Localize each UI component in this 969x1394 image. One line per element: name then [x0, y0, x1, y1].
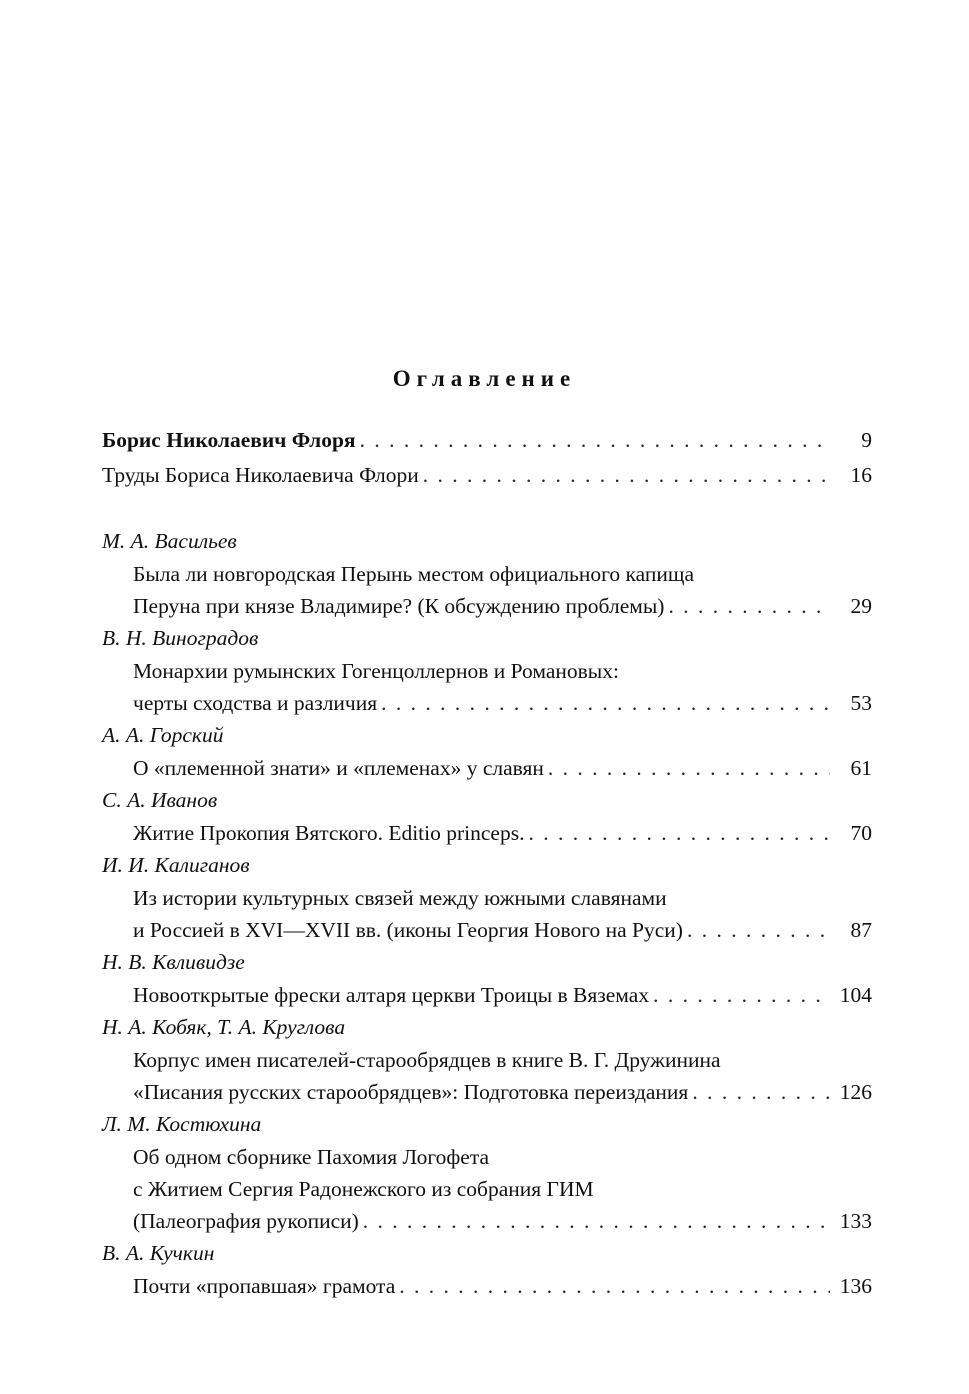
entry-title: Новооткрытые фрески алтаря церкви Троицы в Вяземах [133, 983, 650, 1007]
toc-article [102, 719, 872, 784]
page-number: 16 [850, 463, 872, 487]
toc-entry-line [102, 655, 872, 687]
toc-entry-line [102, 914, 872, 946]
page-number: 70 [850, 821, 872, 845]
article-author: Н. А. Кобяк, Т. А. Круглова [102, 1015, 346, 1039]
dot-leader [692, 1076, 830, 1108]
dot-leader [363, 1205, 830, 1237]
article-author: И. И. Калиганов [102, 853, 250, 877]
page-number: 87 [850, 918, 872, 942]
page-number: 126 [839, 1080, 872, 1104]
toc-entry-line [102, 752, 872, 784]
toc-entry-line [102, 1076, 872, 1108]
entry-title: Из истории культурных связей между южными славянами [133, 886, 667, 910]
toc-entry-line [102, 817, 872, 849]
dot-leader [381, 687, 830, 719]
entry-title: черты сходства и различия [133, 691, 378, 715]
entry-title: О «племенной знати» и «племенах» у славян [133, 756, 544, 780]
page-number: 61 [850, 756, 872, 780]
toc-entry-line [102, 1205, 872, 1237]
toc-article [102, 622, 872, 719]
toc-entry-line [102, 979, 872, 1011]
entry-title: «Писания русских старообрядцев»: Подготовка переиздания [133, 1080, 689, 1104]
article-author: Л. М. Костюхина [102, 1112, 262, 1136]
toc-entry-line [102, 1044, 872, 1076]
toc-article [102, 1011, 872, 1108]
toc-entry-line [102, 459, 872, 491]
dot-leader [528, 817, 830, 849]
toc-entry-line [102, 558, 872, 590]
dot-leader [399, 1270, 830, 1302]
page-number: 136 [839, 1274, 872, 1298]
entry-title: Труды Бориса Николаевича Флори [102, 463, 419, 487]
article-author: В. Н. Виноградов [102, 626, 259, 650]
entry-title: Борис Николаевич Флоря [102, 428, 356, 452]
toc-entry-line [102, 1173, 872, 1205]
toc-entry-line [102, 1141, 872, 1173]
article-author: А. А. Горский [102, 723, 224, 747]
page-number: 104 [839, 983, 872, 1007]
toc-entry-line [102, 687, 872, 719]
entry-title: Житие Прокопия Вятского. Editio princeps. [133, 821, 525, 845]
dot-leader [360, 424, 830, 456]
article-author: М. А. Васильев [102, 529, 237, 553]
toc-entry-line [102, 1270, 872, 1302]
entry-title: Об одном сборнике Пахомия Логофета [133, 1145, 490, 1169]
entry-title: Корпус имен писателей-старообрядцев в книге В. Г. Дружинина [133, 1048, 721, 1072]
article-author: С. А. Иванов [102, 788, 218, 812]
entry-title: Почти «пропавшая» грамота [133, 1274, 396, 1298]
toc-entry-line [102, 882, 872, 914]
article-author: В. А. Кучкин [102, 1241, 215, 1265]
toc-entry-line [102, 590, 872, 622]
toc-entry-line [102, 424, 872, 456]
toc-article [102, 849, 872, 946]
toc-article [102, 525, 872, 622]
toc-article [102, 784, 872, 849]
entry-title: с Житием Сергия Радонежского из собрания ГИМ [133, 1177, 594, 1201]
page-number: 29 [850, 594, 872, 618]
page-number: 9 [861, 428, 872, 452]
dot-leader [423, 459, 830, 491]
table-of-contents [102, 424, 872, 1302]
page-number: 133 [839, 1209, 872, 1233]
entry-title: Была ли новгородская Перынь местом официального капища [133, 562, 695, 586]
entry-title: Монархии румынских Гогенцоллернов и Романовых: [133, 659, 619, 683]
dot-leader [668, 590, 830, 622]
dot-leader [548, 752, 830, 784]
dot-leader [653, 979, 830, 1011]
toc-article [102, 946, 872, 1011]
entry-title: Перуна при князе Владимире? (К обсуждению проблемы) [133, 594, 665, 618]
dot-leader [687, 914, 830, 946]
toc-article [102, 1108, 872, 1237]
article-author: Н. В. Квливидзе [102, 950, 245, 974]
page-number: 53 [850, 691, 872, 715]
page-title: Оглавление [392, 366, 577, 391]
entry-title: (Палеография рукописи) [133, 1209, 359, 1233]
entry-title: и Россией в XVI—XVII вв. (иконы Георгия Нового на Руси) [133, 918, 683, 942]
toc-article [102, 1237, 872, 1302]
spacer [102, 491, 872, 525]
